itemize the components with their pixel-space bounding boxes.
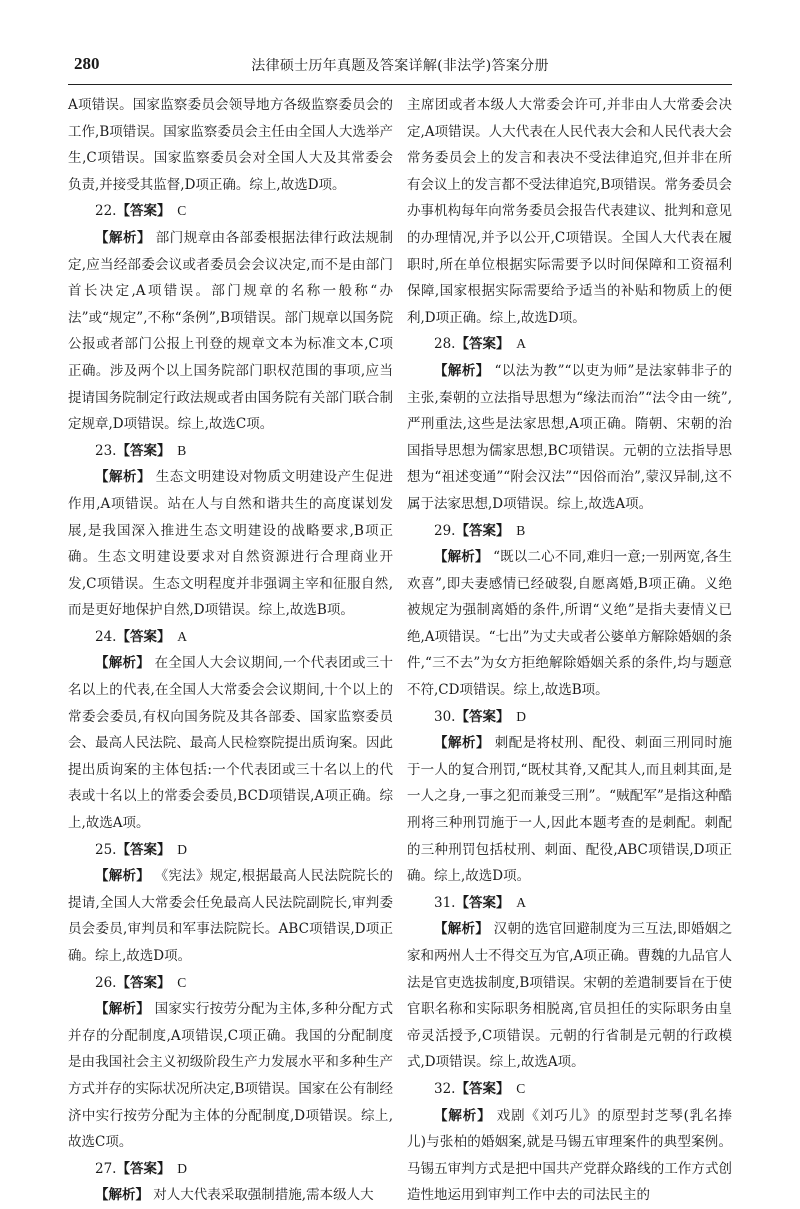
answer-line-30: 30.【答案】 D	[434, 708, 526, 725]
answer-line-22: 22.【答案】 C	[95, 203, 187, 220]
answer-line-25: 25.【答案】 D	[95, 841, 187, 858]
answer-line-26: 26.【答案】 C	[95, 974, 187, 991]
answer-line-29: 29.【答案】 B	[434, 522, 526, 539]
left-column	[68, 92, 393, 1209]
analysis-26: 【解析】 国家实行按劳分配为主体,多种分配方式并存的分配制度,A项错误,C项正确。我国的分配制度是由我国社会主义初级阶段生产力发展水平和多种生产方式并存的实际状况所决定,B项错误。国家在公有制经济中实行按劳分配为主体的分配制度,D项错误。综上,故选C项。	[68, 1001, 393, 1151]
answer-line-32: 32.【答案】 C	[434, 1080, 526, 1097]
analysis-31: 【解析】 汉朝的选官回避制度为三互法,即婚姻之家和两州人士不得交互为官,A项正确。曹魏的九品官人法是官吏选拔制度,B项错误。宋朝的差遣制要旨在于使官职名称和实际职务相脱离,官员担任的实际职务由皇帝灵活授予,C项错误。元朝的行省制是元朝的行政模式,D项错误。综上,故选A项。	[407, 921, 732, 1071]
page-header	[68, 50, 732, 85]
page-number: 280	[74, 54, 100, 73]
two-column-body	[68, 92, 733, 1204]
analysis-24: 【解析】 在全国人大会议期间,一个代表团或三十名以上的代表,在全国人大常委会会议期间,十个以上的常委会委员,有权向国务院及其各部委、国家监察委员会、最高人民法院、最高人民检察院提出质询案。因此提出质询案的主体包括:一个代表团或三十名以上的代表或十名以上的常委会委员,BCD项错误,A项正确。综上,故选A项。	[68, 655, 393, 832]
continued-paragraph: A项错误。国家监察委员会领导地方各级监察委员会的工作,B项错误。国家监察委员会主任由全国人大选举产生,C项错误。国家监察委员会对全国人大及其常委会负责,并接受其监督,D项正确。综上,故选D项。	[68, 97, 393, 193]
analysis-23: 【解析】 生态文明建设对物质文明建设产生促进作用,A项错误。站在人与自然和谐共生的高度谋划发展,是我国深入推进生态文明建设的战略要求,B项正确。生态文明建设要求对自然资源进行合理商业开发,C项错误。生态文明程度并非强调主宰和征服自然,而是更好地保护自然,D项错误。综上,故选B项。	[68, 469, 394, 619]
running-title: 法律硕士历年真题及答案详解(非法学)答案分册	[251, 58, 549, 74]
answer-line-24: 24.【答案】 A	[95, 628, 187, 645]
answer-line-31: 31.【答案】 A	[434, 894, 526, 911]
continued-paragraph: 主席团或者本级人大常委会许可,并非由人大常委会决定,A项错误。人大代表在人民代表大会和人民代表大会常务委员会上的发言和表决不受法律追究,但并非在所有会议上的发言都不受法律追究,B项错误。常务委员会办事机构每年向常务委员会报告代表建议、批判和意见的办理情况,并予以公开,C项错误。全国人大代表在履职时,所在单位根据实际需要予以时间保障和工资福利保障,国家根据实际需要给予适当的补贴和物质上的便利,D项正确。综上,故选D项。	[407, 97, 732, 326]
analysis-32: 【解析】 戏剧《刘巧儿》的原型封芝琴(乳名捧儿)与张柏的婚姻案,就是马锡五审理案件的典型案例。马锡五审判方式是把中国共产党群众路线的工作方式创造性地运用到审判工作中去的司法民主的	[407, 1107, 732, 1204]
analysis-30: 【解析】 刺配是将杖刑、配役、刺面三刑同时施于一人的复合刑罚,“既杖其脊,又配其人,而且刺其面,是一人之身,一事之犯而兼受三刑”。“贼配军”是指这种酷刑将三种刑罚施于一人,因此本题考查的是刺配。刺配的三种刑罚包括杖刑、刺面、配役,ABC项错误,D项正确。综上,故选D项。	[407, 735, 733, 885]
analysis-27: 【解析】 对人大代表采取强制措施,需本级人大	[95, 1187, 374, 1204]
answer-line-28: 28.【答案】 A	[434, 336, 526, 353]
analysis-22: 【解析】 部门规章由各部委根据法律行政法规制定,应当经部委会议或者委员会会议决定,而不是由部门首长决定,A项错误。部门规章的名称一般称“办法”或“规定”,不称“条例”,B项错误。部门规章以国务院公报或者部门公报上刊登的规章文本为标准文本,C项正确。涉及两个以上国务院部门职权范围的事项,应当提请国务院制定行政法规或者由国务院有关部门联合制定规章,D项错误。综上,故选C项。	[68, 229, 394, 433]
right-column	[407, 92, 732, 1209]
answer-line-23: 23.【答案】 B	[95, 442, 187, 459]
answer-line-27: 27.【答案】 D	[95, 1160, 187, 1177]
analysis-28: 【解析】 “以法为教”“以吏为师”是法家韩非子的主张,秦朝的立法指导思想为“缘法而治”“法令由一统”,严刑重法,这些是法家思想,A项正确。隋朝、宋朝的治国指导思想为儒家思想,BC项错误。元朝的立法指导思想为“祖述变通”“附会汉法”“因俗而治”,蒙汉异制,这不属于法家思想,D项错误。综上,故选A项。	[407, 362, 733, 512]
analysis-29: 【解析】 “既以二心不同,难归一意;一别两宽,各生欢喜”,即夫妻感情已经破裂,自愿离婚,B项正确。义绝被规定为强制离婚的条件,所谓“义绝”是指夫妻情义已绝,A项错误。“七出”为丈夫或者公婆单方解除婚姻的条件,“三不去”为女方拒绝解除婚姻关系的条件,均与题意不符,CD项错误。综上,故选B项。	[407, 549, 732, 699]
analysis-25: 【解析】 《宪法》规定,根据最高人民法院院长的提请,全国人大常委会任免最高人民法院副院长,审判委员会委员,审判员和军事法院院长。ABC项错误,D项正确。综上,故选D项。	[68, 868, 393, 964]
